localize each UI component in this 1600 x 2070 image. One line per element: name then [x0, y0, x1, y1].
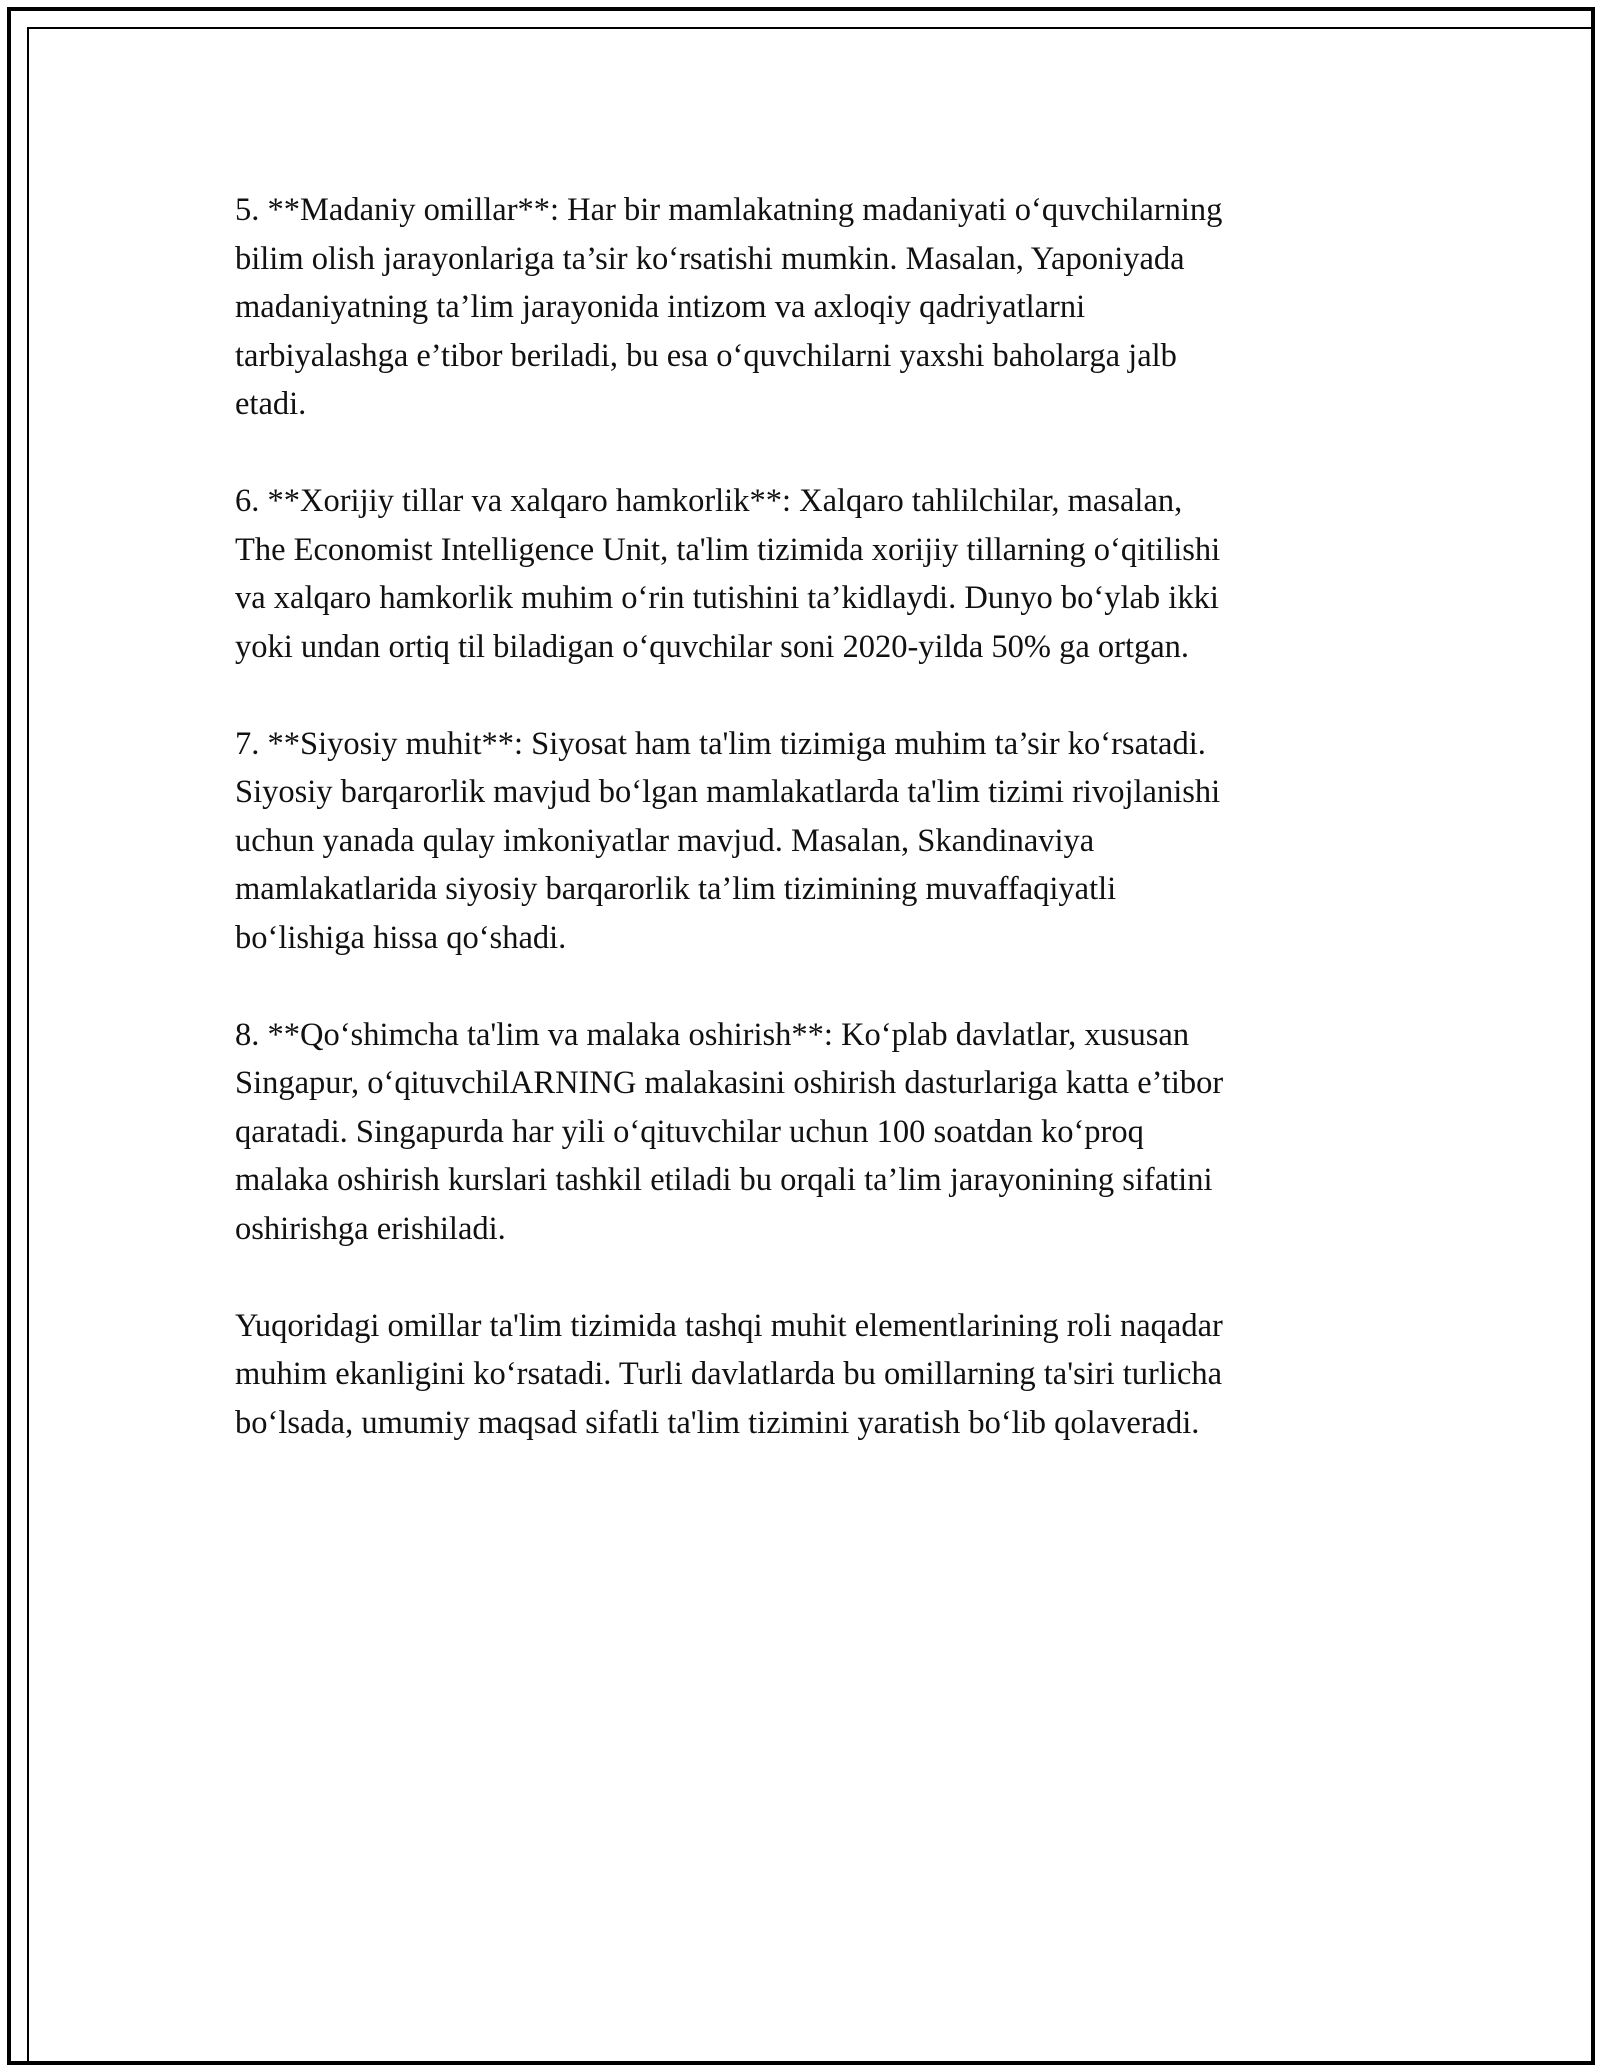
- paragraph-xorijiy-tillar: [235, 477, 1365, 671]
- text-line: mamlakatlarida siyosiy barqarorlik ta’lim tizimining muvaffaqiyatli: [235, 871, 1117, 907]
- text-line: madaniyatning ta’lim jarayonida intizom va axloqiy qadriyatlarni: [235, 289, 1086, 325]
- text-line: muhim ekanligini ko‘rsatadi. Turli davlatlarda bu omillarning ta'siri turlicha: [235, 1356, 1222, 1392]
- text-line: Yuqoridagi omillar ta'lim tizimida tashqi muhit elementlarining roli naqadar: [235, 1307, 1223, 1344]
- text-line: 6. **Xorijiy tillar va xalqaro hamkorlik**: Xalqaro tahlilchilar, masalan,: [235, 483, 1183, 519]
- text-line: 5. **Madaniy omillar**: Har bir mamlakatning madaniyati o‘quvchilarning: [235, 192, 1223, 228]
- text-line: yoki undan ortiq til biladigan o‘quvchilar soni 2020-yilda 50% ga ortgan.: [235, 628, 1190, 665]
- text-line: tarbiyalashga e’tibor beriladi, bu esa o‘quvchilarni yaxshi baholarga jalb: [235, 337, 1177, 374]
- text-line: bilim olish jarayonlariga ta’sir ko‘rsatishi mumkin. Masalan, Yaponiyada: [235, 240, 1185, 277]
- text-line: bo‘lsada, umumiy maqsad sifatli ta'lim tizimini yaratish bo‘lib qolaveradi.: [235, 1404, 1200, 1441]
- text-line: The Economist Intelligence Unit, ta'lim tizimida xorijiy tillarning o‘qitilishi: [235, 531, 1221, 568]
- paragraph-qoshimcha-talim: [235, 1011, 1365, 1254]
- text-line: etadi.: [235, 386, 307, 422]
- text-line: bo‘lishiga hissa qo‘shadi.: [235, 919, 567, 956]
- text-line: qaratadi. Singapurda har yili o‘qituvchilar uchun 100 soatdan ko‘proq: [235, 1113, 1144, 1150]
- text-line: oshirishga erishiladi.: [235, 1210, 506, 1247]
- text-line: va xalqaro hamkorlik muhim o‘rin tutishini ta’kidlaydi. Dunyo bo‘ylab ikki: [235, 580, 1219, 616]
- text-line: uchun yanada qulay imkoniyatlar mavjud. Masalan, Skandinaviya: [235, 822, 1095, 859]
- text-line: malaka oshirish kurslari tashkil etiladi bu orqali ta’lim jarayonining sifatini: [235, 1162, 1213, 1198]
- text-line: Singapur, o‘qituvchilARNING malakasini oshirish dasturlariga katta e’tibor: [235, 1065, 1224, 1101]
- paragraph-conclusion: [235, 1302, 1365, 1448]
- text-line: Siyosiy barqarorlik mavjud bo‘lgan mamlakatlarda ta'lim tizimi rivojlanishi: [235, 774, 1221, 810]
- text-line: 8. **Qo‘shimcha ta'lim va malaka oshirish**: Ko‘plab davlatlar, xususan: [235, 1016, 1190, 1053]
- document-body: [235, 186, 1365, 1496]
- paragraph-madaniy-omillar: [235, 186, 1365, 429]
- paragraph-siyosiy-muhit: [235, 720, 1365, 963]
- text-line: 7. **Siyosiy muhit**: Siyosat ham ta'lim tizimiga muhim ta’sir ko‘rsatadi.: [235, 725, 1206, 762]
